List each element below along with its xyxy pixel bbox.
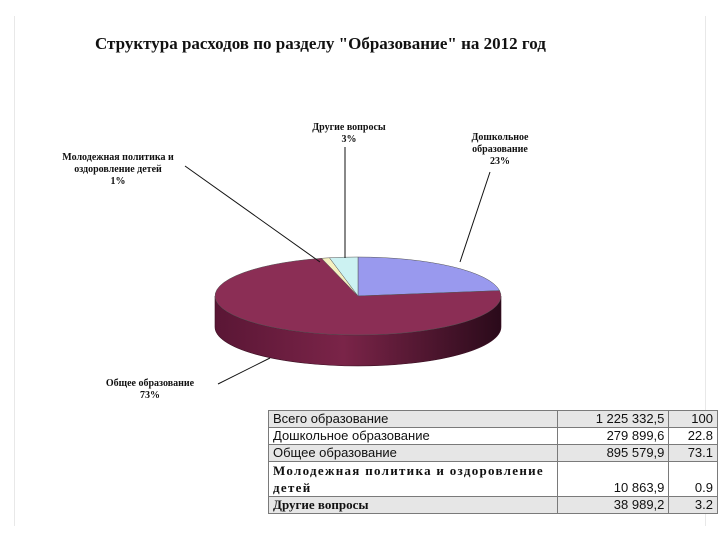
- row-percent: 73.1: [669, 445, 718, 462]
- pie-slice-дошкольное: [358, 257, 500, 296]
- row-amount: 10 863,9: [557, 462, 669, 497]
- slice-label-дошкольное: Дошкольное: [471, 132, 529, 143]
- row-name: Другие вопросы: [269, 497, 558, 514]
- table-row: [269, 411, 718, 428]
- row-percent: 100: [669, 411, 718, 428]
- row-name: Общее образование: [269, 445, 558, 462]
- slice-label-молодежная-политика-и: Молодежная политика и: [62, 152, 174, 163]
- leader-line-общее-образование: [218, 358, 270, 384]
- slice-percent-общее-образование: 73%: [140, 390, 160, 401]
- row-amount: 1 225 332,5: [557, 411, 669, 428]
- leader-line-молодежная-политика-и: [185, 166, 320, 262]
- row-amount: 895 579,9: [557, 445, 669, 462]
- slice-label-дошкольное: образование: [472, 144, 528, 155]
- table-row: [269, 462, 718, 497]
- expense-table: [268, 410, 718, 514]
- row-percent: 22.8: [669, 428, 718, 445]
- slice-percent-молодежная-политика-и: 1%: [110, 176, 126, 187]
- pie-slices: [215, 257, 501, 366]
- row-percent: 0.9: [669, 462, 718, 497]
- table-row: [269, 497, 718, 514]
- chart-title: Структура расходов по разделу "Образование" на 2012 год: [95, 34, 546, 53]
- slice-label-молодежная-политика-и: оздоровление детей: [74, 164, 162, 175]
- slice-percent-другие-вопросы: 3%: [341, 134, 357, 145]
- row-percent: 3.2: [669, 497, 718, 514]
- row-name: Молодежная политика и оздоровление детей: [269, 462, 558, 497]
- table-row: [269, 445, 718, 462]
- slice-label-общее-образование: Общее образование: [105, 378, 195, 389]
- row-name: Всего образование: [269, 411, 558, 428]
- slice-label-другие-вопросы: Другие вопросы: [312, 122, 386, 133]
- table-row: [269, 428, 718, 445]
- row-name: Дошкольное образование: [269, 428, 558, 445]
- slice-percent-дошкольное: 23%: [490, 156, 510, 167]
- row-amount: 279 899,6: [557, 428, 669, 445]
- row-amount: 38 989,2: [557, 497, 669, 514]
- leader-line-дошкольное: [460, 172, 490, 262]
